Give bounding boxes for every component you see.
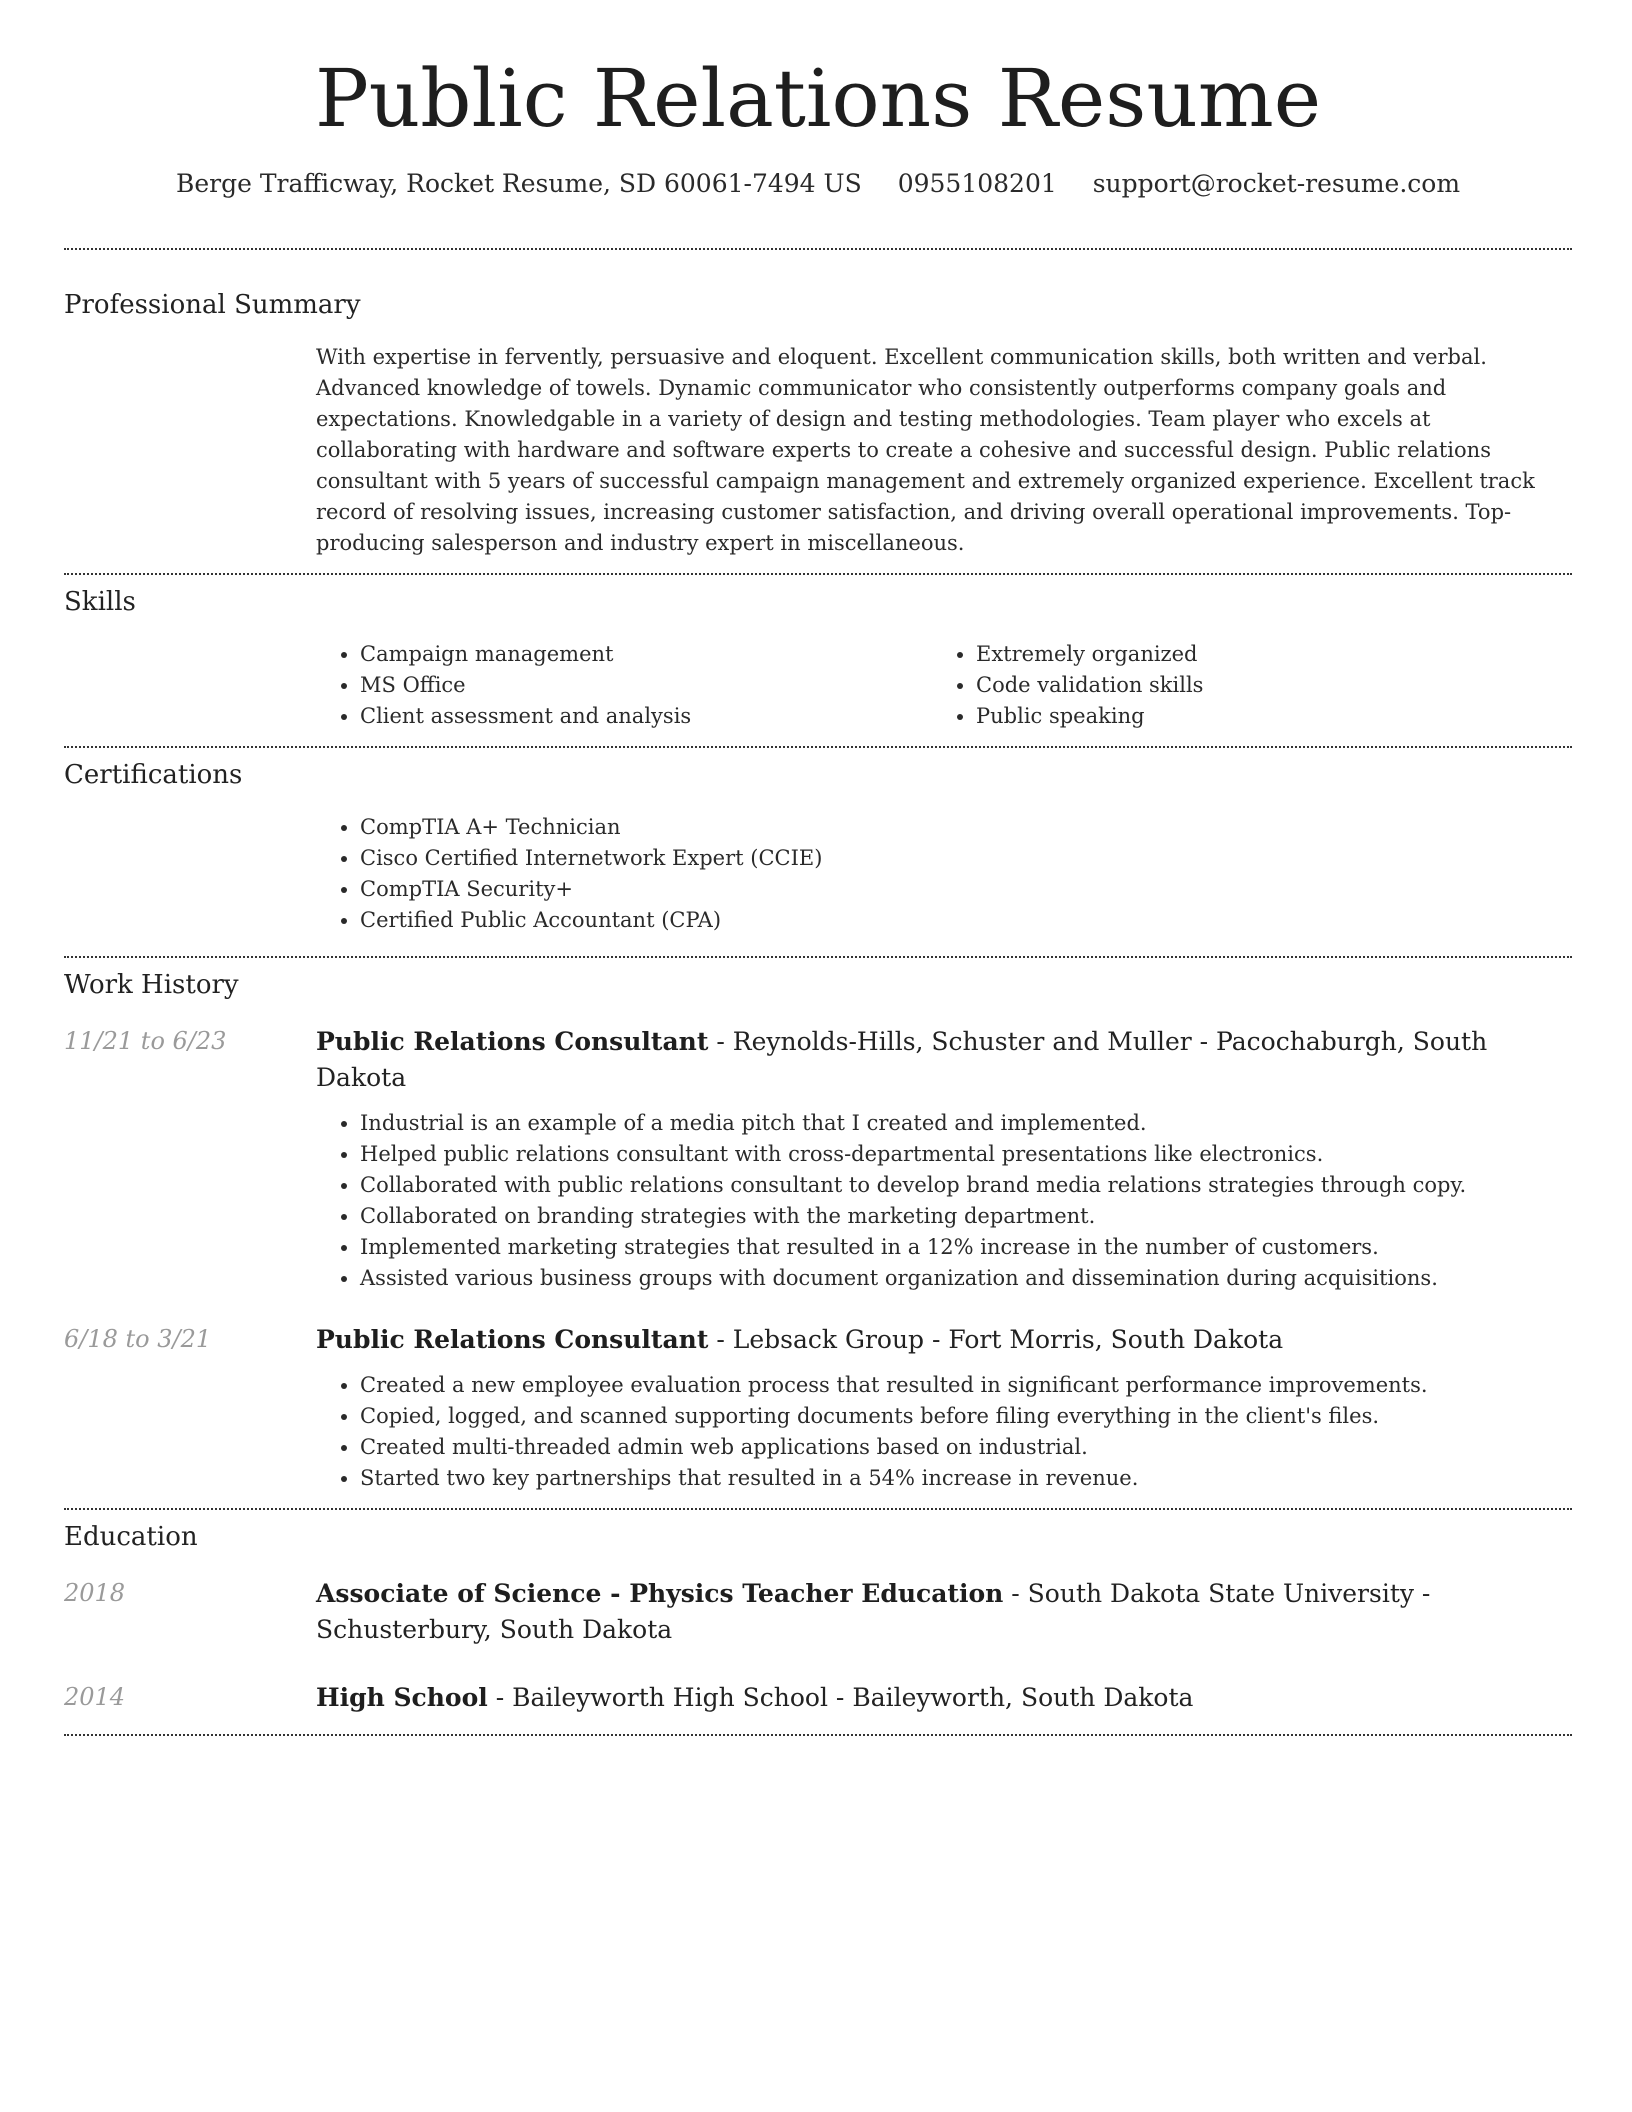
job-bullet: • Industrial is an example of a media pitch that I created and implemented.: [360, 1108, 1572, 1139]
summary-heading: Professional Summary: [64, 290, 361, 320]
job-bullets: [316, 1108, 1572, 1294]
education-school: - South Dakota State University - Schusterbury, South Dakota: [316, 1579, 1431, 1644]
job-bullet: • Collaborated with public relations consultant to develop brand media relations strategies through copy.: [360, 1170, 1572, 1201]
job-bullet: • Created multi-threaded admin web applications based on industrial.: [360, 1432, 1572, 1463]
contact-phone: 0955108201: [897, 169, 1057, 198]
job-title: Public Relations Consultant: [316, 1325, 709, 1354]
certification-item: • Cisco Certified Internetwork Expert (CCIE): [360, 843, 1572, 874]
job-dates: 6/18 to 3/21: [64, 1325, 212, 1353]
job-bullet: • Helped public relations consultant with cross-departmental presentations like electronics.: [360, 1139, 1572, 1170]
skill-item: • Code validation skills: [976, 670, 1548, 701]
education-body: [316, 1680, 1572, 1716]
skill-item: • Extremely organized: [976, 639, 1548, 670]
job-entry: [64, 1322, 1572, 1494]
summary-content: [316, 342, 1572, 559]
skills-content: [316, 639, 1572, 732]
resume-title: Public Relations Resume: [314, 52, 1322, 145]
skills-list-right: [932, 639, 1548, 732]
job-bullet: • Created a new employee evaluation process that resulted in significant performance improvements.: [360, 1370, 1572, 1401]
certification-item: • Certified Public Accountant (CPA): [360, 905, 1572, 936]
job-heading: [316, 1322, 1572, 1358]
education-school: - Baileyworth High School - Baileyworth, South Dakota: [487, 1683, 1194, 1712]
education-section: [64, 1510, 1572, 1716]
job-body: [316, 1024, 1572, 1294]
job-body: [316, 1322, 1572, 1494]
education-year: 2014: [64, 1683, 126, 1711]
job-bullet: • Started two key partnerships that resulted in a 54% increase in revenue.: [360, 1463, 1572, 1494]
skills-list-left: [316, 639, 932, 732]
job-title: Public Relations Consultant: [316, 1027, 709, 1056]
education-year: 2018: [64, 1579, 126, 1607]
certifications-list: [316, 812, 1572, 936]
skill-item: • Campaign management: [360, 639, 932, 670]
job-bullets: [316, 1370, 1572, 1494]
skills-heading: Skills: [64, 587, 136, 617]
resume-page: [64, 0, 1572, 1736]
job-bullet: • Assisted various business groups with document organization and dissemination during acquisitions.: [360, 1263, 1572, 1294]
summary-text: With expertise in fervently, persuasive and eloquent. Excellent communication skills, both written and verbal. Advanced knowledge of towels. Dynamic communicator who consistently outperforms company goals and expectations. Knowledgable in a variety of design and testing methodologies. Team player who excels at collaborating with hardware and software experts to create a cohesive and successful design. Public relations consultant with 5 years of successful campaign management and extremely organized experience. Excellent track record of resolving issues, increasing customer satisfaction, and driving overall operational improvements. Top-producing salesperson and industry expert in miscellaneous.: [316, 345, 1535, 555]
skills-column-left: [316, 639, 932, 732]
education-entry: [64, 1680, 1572, 1716]
contact-line: [64, 166, 1572, 202]
skill-item: • Public speaking: [976, 701, 1548, 732]
divider-education: [64, 1734, 1572, 1736]
certifications-section: [64, 748, 1572, 936]
work-history-section: [64, 958, 1572, 1494]
contact-address: Berge Trafficway, Rocket Resume, SD 60061-7494 US: [175, 169, 862, 198]
contact-email: support@rocket-resume.com: [1092, 169, 1461, 198]
certifications-heading: Certifications: [64, 760, 243, 790]
skill-item: • Client assessment and analysis: [360, 701, 932, 732]
job-bullet: • Collaborated on branding strategies with the marketing department.: [360, 1201, 1572, 1232]
certification-item: • CompTIA Security+: [360, 874, 1572, 905]
job-company: - Lebsack Group - Fort Morris, South Dakota: [708, 1325, 1284, 1354]
job-company: - Reynolds-Hills, Schuster and Muller - Pacochaburgh, South Dakota: [316, 1027, 1488, 1092]
skills-section: [64, 575, 1572, 732]
education-body: [316, 1576, 1572, 1648]
job-bullet: • Copied, logged, and scanned supporting documents before filing everything in the client's files.: [360, 1401, 1572, 1432]
education-degree: High School: [316, 1683, 488, 1712]
education-heading-line: [316, 1680, 1572, 1716]
job-dates: 11/21 to 6/23: [64, 1027, 227, 1055]
work-history-heading: Work History: [64, 970, 239, 1000]
job-entry: [64, 1024, 1572, 1294]
job-heading: [316, 1024, 1572, 1096]
summary-section: [64, 250, 1572, 559]
education-heading: Education: [64, 1522, 198, 1552]
certifications-content: [316, 812, 1572, 936]
skill-item: • MS Office: [360, 670, 932, 701]
education-heading-line: [316, 1576, 1572, 1648]
skills-column-right: [932, 639, 1548, 732]
education-entry: [64, 1576, 1572, 1648]
education-degree: Associate of Science - Physics Teacher Education: [316, 1579, 1004, 1608]
job-bullet: • Implemented marketing strategies that resulted in a 12% increase in the number of customers.: [360, 1232, 1572, 1263]
certification-item: • CompTIA A+ Technician: [360, 812, 1572, 843]
